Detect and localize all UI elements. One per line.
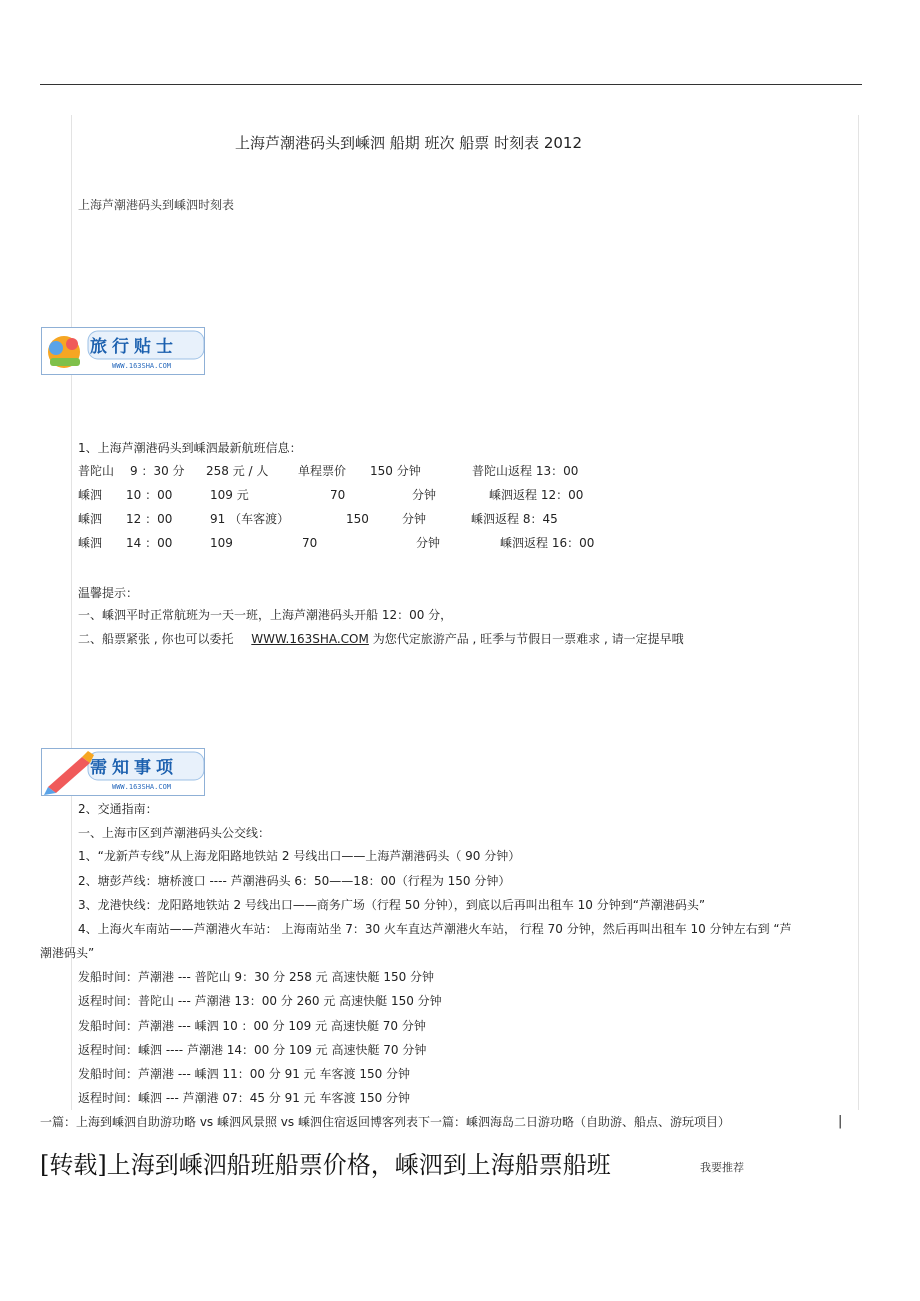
row-return: 嵊泗返程 8：45	[471, 512, 558, 526]
row-dest: 嵊泗	[78, 536, 103, 550]
travel-tips-banner-url: WWW.163SHA.COM	[112, 362, 172, 370]
section2-heading: 2、交通指南：	[78, 802, 158, 816]
schedule-line: 发船时间：芦潮港 --- 普陀山 9：30 分 258 元 高速快艇 150 分钟	[78, 970, 435, 984]
schedule-line: 发船时间：芦潮港 --- 嵊泗 11：00 分 91 元 车客渡 150 分钟	[78, 1067, 411, 1081]
website-link[interactable]: WWW.163SHA.COM	[251, 632, 369, 646]
notice-banner	[41, 748, 205, 796]
travel-tips-banner-text: 旅行贴士	[90, 337, 178, 357]
notice-banner-url: WWW.163SHA.COM	[112, 783, 172, 791]
tips-line2-post: 为您代定旅游产品 , 旺季与节假日一票难求 , 请一定提早哦	[372, 632, 684, 646]
row-duration: 分钟	[416, 536, 441, 550]
route-line: 1、“龙新芦专线”从上海龙阳路地铁站 2 号线出口——上海芦潮港码头（ 90 分钟）	[78, 849, 521, 863]
right-margin-line	[858, 115, 859, 1110]
route-line-wrap: 潮港码头”	[40, 946, 95, 960]
row-duration: 分钟	[412, 488, 437, 502]
row-time: 10 ：00	[126, 488, 173, 502]
section2-subheading: 一、上海市区到芦潮港码头公交线：	[78, 826, 271, 840]
row-price: 109	[210, 536, 233, 550]
row-price: 91 （车客渡）	[210, 512, 290, 526]
row-time: 12 ：00	[126, 512, 173, 526]
recommend-button[interactable]: 我要推荐	[700, 1161, 744, 1174]
section1-heading: 1、上海芦潮港码头到嵊泗最新航班信息：	[78, 441, 302, 455]
related-post-title[interactable]: [转载]上海到嵊泗船班船票价格，嵊泗到上海船票船班	[40, 1151, 611, 1179]
schedule-line: 返程时间：嵊泗 ---- 芦潮港 14：00 分 109 元 高速快艇 70 分钟	[78, 1043, 427, 1057]
row-price: 109 元	[210, 488, 249, 502]
row-return: 普陀山返程 13：00	[472, 464, 579, 478]
route-line: 3、龙港快线：龙阳路地铁站 2 号线出口——商务广场（行程 50 分钟），到底以后再叫出租车 10 分钟到“芦潮港码头”	[78, 898, 706, 912]
row-dest: 普陀山	[78, 464, 115, 478]
notice-banner-text: 需知事项	[90, 758, 178, 778]
schedule-line: 返程时间：普陀山 --- 芦潮港 13：00 分 260 元 高速快艇 150 分钟	[78, 994, 442, 1008]
row-duration: 150 分钟	[370, 464, 421, 478]
row-type: 70	[330, 488, 346, 502]
row-price: 258 元 / 人	[206, 464, 269, 478]
schedule-line: 返程时间：嵊泗 --- 芦潮港 07：45 分 91 元 车客渡 150 分钟	[78, 1091, 411, 1105]
row-return: 嵊泗返程 16：00	[500, 536, 595, 550]
row-duration: 分钟	[402, 512, 427, 526]
subtitle: 上海芦潮港码头到嵊泗时刻表	[78, 198, 235, 212]
row-type: 70	[302, 536, 318, 550]
nav-separator: |	[838, 1114, 843, 1129]
blog-nav-links[interactable]: 一篇：上海到嵊泗自助游功略 vs 嵊泗风景照 vs 嵊泗住宿返回博客列表下一篇：嵊泗海岛二日游功略（自助游、船点、游玩项目）	[40, 1115, 730, 1129]
top-rule	[40, 84, 862, 85]
travel-tips-banner	[41, 327, 205, 375]
row-dest: 嵊泗	[78, 512, 103, 526]
tips-heading: 温馨提示：	[78, 586, 139, 600]
row-return: 嵊泗返程 12：00	[489, 488, 584, 502]
tips-line1: 一、嵊泗平时正常航班为一天一班，上海芦潮港码头开船 12：00 分，	[78, 608, 453, 622]
row-type: 150	[346, 512, 369, 526]
route-line: 4、上海火车南站——芦潮港火车站： 上海南站坐 7：30 火车直达芦潮港火车站， 行程 70 分钟，然后再叫出租车 10 分钟左右到 “芦	[78, 922, 792, 936]
tips-line2	[78, 631, 684, 647]
tips-line2-pre: 二、船票紧张 , 你也可以委托	[78, 632, 234, 646]
row-dest: 嵊泗	[78, 488, 103, 502]
row-time: 9 ：30 分	[130, 464, 185, 478]
row-type: 单程票价	[298, 464, 347, 478]
page-title: 上海芦潮港码头到嵊泗 船期 班次 船票 时刻表 2012	[235, 134, 583, 152]
schedule-line: 发船时间：芦潮港 --- 嵊泗 10 ：00 分 109 元 高速快艇 70 分钟	[78, 1019, 426, 1033]
route-line: 2、塘彭芦线：塘桥渡口 ---- 芦潮港码头 6：50——18：00（行程为 150 分钟）	[78, 874, 511, 888]
row-time: 14 ：00	[126, 536, 173, 550]
